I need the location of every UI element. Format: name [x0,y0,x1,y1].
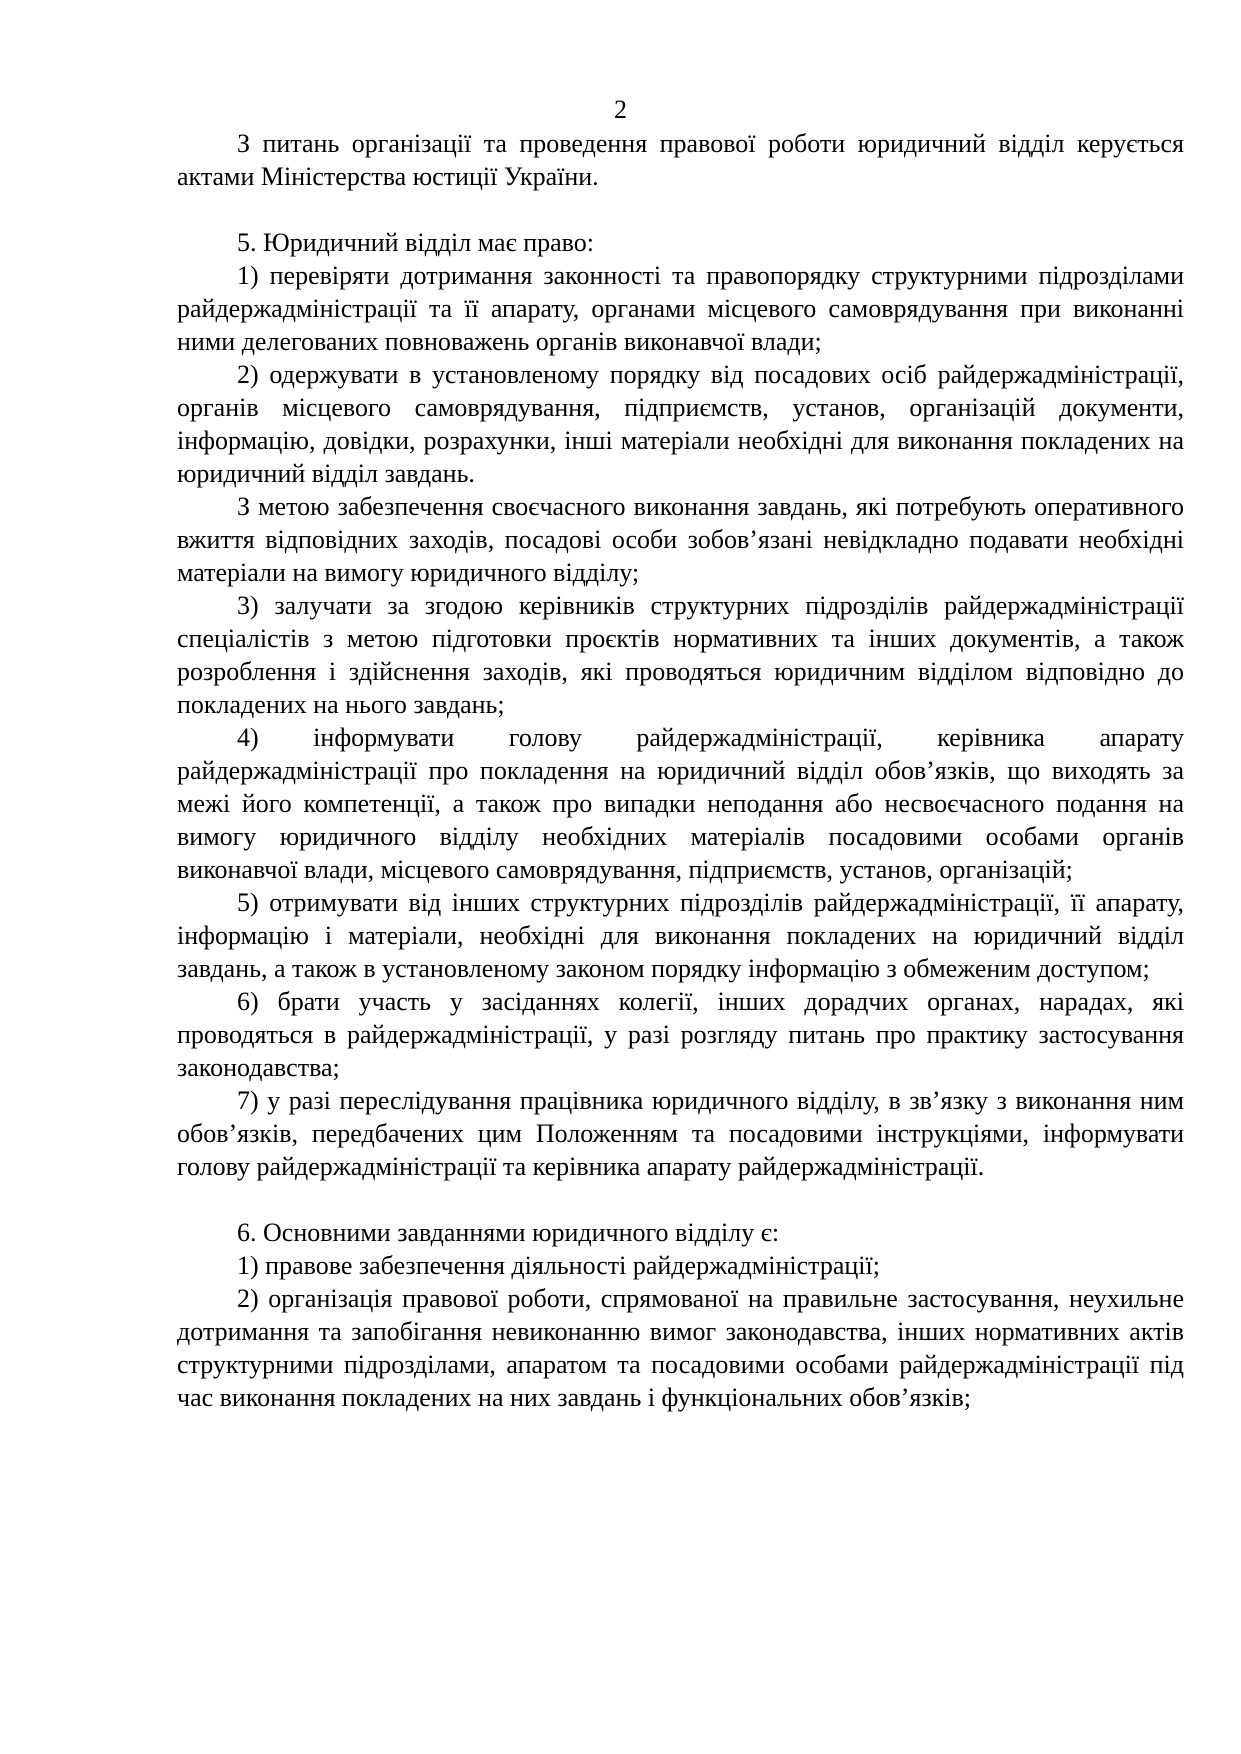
section-5-item-5: 5) отримувати від інших структурних підрозділів райдержадміністрації, її апарату, інформацію і матеріали, необхідні для виконання покладених на юридичний відділ завдань, а також в установленому законом порядку інформацію з обмеженим доступом; [177,888,1184,983]
section-5-item-2: 2) одержувати в установленому порядку від посадових осіб райдержадміністрації, органів місцевого самоврядування, підприємств, установ, організацій документи, інформацію, довідки, розрахунки, інші матеріали необхідні для виконання покладених на юридичний відділ завдань. [177,360,1184,488]
section-5-item-1: 1) перевіряти дотримання законності та правопорядку структурними підрозділами райдержадміністрації та її апарату, органами місцевого самоврядування при виконанні ними делегованих повноважень органів виконавчої влади; [177,261,1184,356]
page-number: 2 [614,95,627,124]
section-5-item-2-note: З метою забезпечення своєчасного виконання завдань, які потребують оперативного вжиття відповідних заходів, посадові особи зобов’язані невідкладно подавати необхідні матеріали на вимогу юридичного відділу; [177,492,1184,587]
paragraph-gap [177,1183,1184,1216]
paragraph-intro: З питань організації та проведення правової роботи юридичний відділ керується актами Міністерства юстиції України. [177,129,1184,191]
section-5-item-4: 4) інформувати голову райдержадміністрації, керівника апарату райдержадміністрації про покладення на юридичний відділ обов’язків, що виходять за межі його компетенції, а також про випадки неподання або несвоєчасного подання на вимогу юридичного відділу необхідних матеріалів посадовими особами органів виконавчої влади, місцевого самоврядування, підприємств, установ, організацій; [177,723,1184,884]
section-6-item-2: 2) організація правової роботи, спрямованої на правильне застосування, неухильне дотримання та запобігання невиконанню вимог законодавства, інших нормативних актів структурними підрозділами, апаратом та посадовими особами райдержадміністрації під час виконання покладених на них завдань і функціональних обов’язків; [177,1284,1184,1412]
section-6-heading: 6. Основними завданнями юридичного відділу є: [237,1218,780,1247]
document-body [177,127,1184,1414]
section-6-item-1: 1) правове забезпечення діяльності райдержадміністрації; [237,1251,880,1280]
section-5-item-7: 7) у разі переслідування працівника юридичного відділу, в зв’язку з виконання ним обов’язків, передбачених цим Положенням та посадовими інструкціями, інформувати голову райдержадміністрації та керівника апарату райдержадміністрації. [177,1086,1184,1181]
section-5-item-6: 6) брати участь у засіданнях колегії, інших дорадчих органах, нарадах, які проводяться в райдержадміністрації, у разі розгляду питань про практику застосування законодавства; [177,987,1184,1082]
section-5-item-3: 3) залучати за згодою керівників структурних підрозділів райдержадміністрації спеціалістів з метою підготовки проєктів нормативних та інших документів, а також розроблення і здійснення заходів, які проводяться юридичним відділом відповідно до покладених на нього завдань; [177,591,1184,719]
paragraph-gap [177,193,1184,226]
section-5-heading: 5. Юридичний відділ має право: [237,228,595,257]
